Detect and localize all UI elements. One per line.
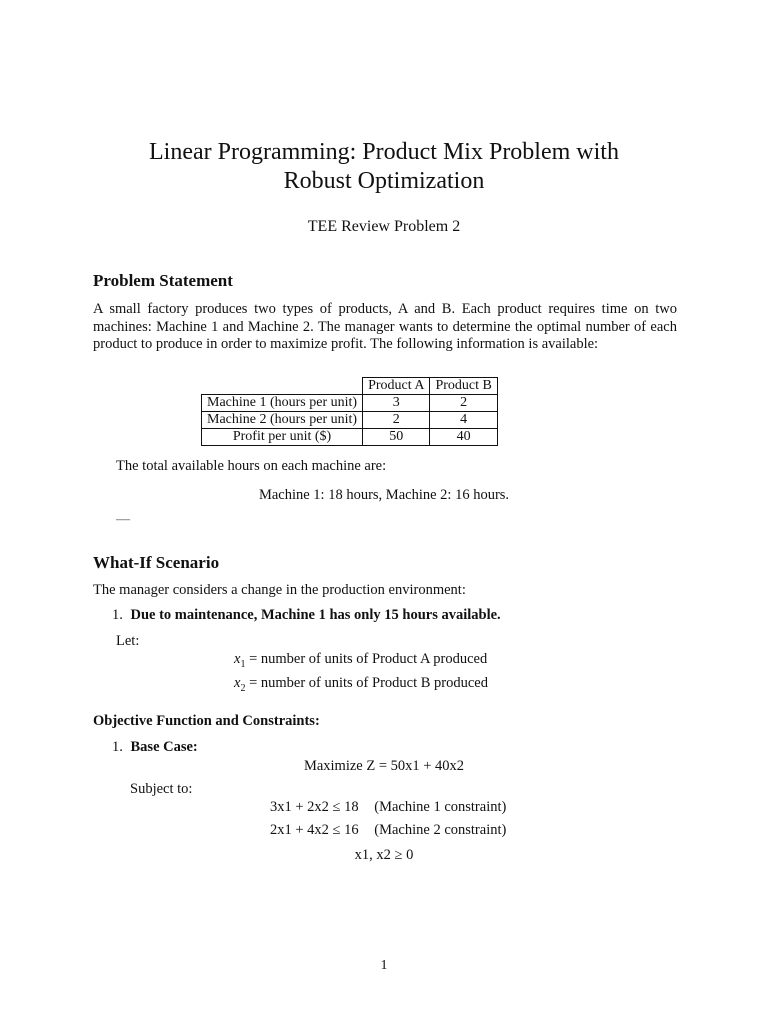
variable-definition-1: $x_1$ = number of units of Product A produced — [234, 651, 488, 670]
table-cell: 40 — [430, 429, 497, 446]
list-number: 1. — [112, 739, 123, 755]
hours-intro: The total available hours on each machine are: — [116, 458, 387, 474]
problem-paragraph-text: A small factory produces two types of products, A and B. Each product requires time on two machines: Machine 1 and Machine 2. The manager wants to determine the optimal number of each product to produce in order to maximize profit. The following information is available: — [93, 301, 677, 352]
title-line-1: Linear Programming: Product Mix Problem with — [149, 139, 619, 165]
objective-heading: Objective Function and Constraints: — [93, 713, 320, 729]
page-number: 1 — [380, 958, 388, 973]
table-row-label: Machine 2 (hours per unit) — [202, 412, 363, 429]
subject-to-label: Subject to: — [130, 781, 193, 797]
table-cell: 2 — [363, 412, 430, 429]
objective-function — [0, 758, 768, 775]
table-cell: 4 — [430, 412, 497, 429]
constraint-2 — [270, 822, 506, 839]
var1-definition: = number of units of Product A produced — [249, 651, 488, 667]
table-row-label: Profit per unit ($) — [202, 429, 363, 446]
nonnegativity-expr: x1, x2 ≥ 0 — [354, 847, 414, 863]
var2-definition: = number of units of Product B produced — [249, 675, 488, 691]
let-label: Let: — [116, 633, 140, 649]
list-number: 1. — [112, 607, 123, 623]
table-header-blank — [202, 378, 363, 395]
table-header-row — [202, 378, 498, 395]
hours-line: Machine 1: 18 hours, Machine 2: 16 hours. — [258, 487, 510, 503]
machine-hours-table — [201, 377, 498, 446]
table-row-label: Machine 1 (hours per unit) — [202, 395, 363, 412]
base-case-label: Base Case: — [130, 739, 198, 755]
separator-dash: — — [116, 512, 130, 527]
problem-statement-paragraph — [93, 301, 677, 354]
title-line-2: Robust Optimization — [283, 168, 485, 194]
table-row — [202, 395, 498, 412]
table-cell: 50 — [363, 429, 430, 446]
what-if-item — [112, 607, 501, 624]
subtitle: TEE Review Problem 2 — [307, 218, 461, 235]
what-if-item-text: Due to maintenance, Machine 1 has only 15 hours available. — [130, 607, 501, 623]
objective-equation: Maximize Z = 50x1 + 40x2 — [303, 758, 465, 774]
what-if-intro: The manager considers a change in the production environment: — [93, 582, 466, 598]
table-header-product-a: Product A — [363, 378, 430, 395]
table-cell: 2 — [430, 395, 497, 412]
constraint-1 — [270, 799, 506, 816]
nonnegativity-constraint — [0, 847, 768, 864]
constraint-1-label: (Machine 1 constraint) — [374, 799, 507, 815]
table-header-product-b: Product B — [430, 378, 497, 395]
table-row — [202, 412, 498, 429]
constraint-2-label: (Machine 2 constraint) — [374, 822, 507, 838]
variable-definition-2: $x_2$ = number of units of Product B produced — [234, 675, 488, 694]
constraint-2-expr: 2x1 + 4x2 ≤ 16 — [270, 822, 359, 838]
base-case-item — [112, 739, 198, 756]
page-title — [0, 138, 768, 196]
constraint-1-expr: 3x1 + 2x2 ≤ 18 — [270, 799, 359, 815]
problem-statement-heading: Problem Statement — [93, 271, 233, 290]
table-cell: 3 — [363, 395, 430, 412]
what-if-heading: What-If Scenario — [93, 553, 220, 572]
table-row — [202, 429, 498, 446]
